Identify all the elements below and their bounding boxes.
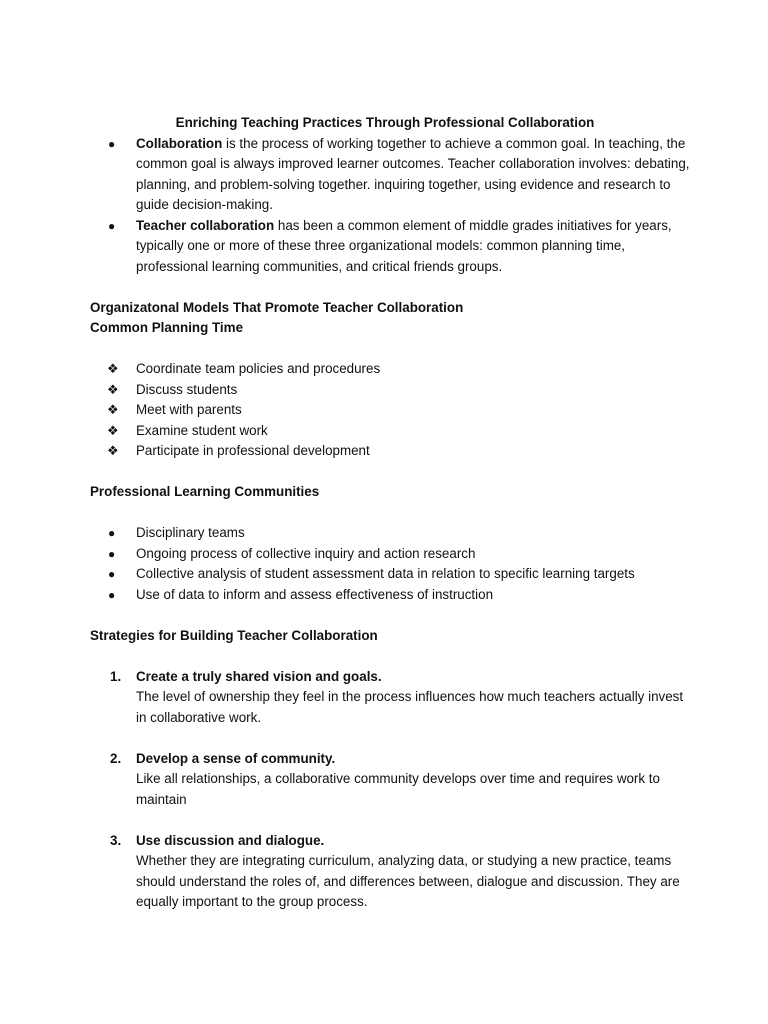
bullet-icon: ● — [108, 136, 116, 151]
list-item — [90, 359, 690, 380]
list-item-text: Discuss students — [136, 381, 238, 397]
plc-list — [90, 523, 690, 605]
plc-heading: Professional Learning Communities — [90, 484, 320, 499]
strategy-description: Like all relationships, a collaborative community develops over time and requires work to maintain — [136, 771, 660, 807]
list-item-text: Use of data to inform and assess effectiveness of instruction — [136, 586, 494, 602]
strategy-description: The level of ownership they feel in the process influences how much teachers actually invest in collaborative work. — [136, 689, 684, 725]
bullet-icon: ● — [108, 587, 116, 602]
strategy-item — [90, 667, 690, 729]
diamond-bullet-icon: ❖ — [107, 422, 119, 438]
list-item — [90, 380, 690, 401]
list-item-text: Disciplinary teams — [136, 525, 245, 540]
common-planning-time-list — [90, 359, 690, 462]
strategy-number: 2. — [110, 750, 122, 766]
document-page — [90, 113, 690, 913]
list-item — [90, 585, 690, 606]
list-item — [90, 523, 690, 544]
diamond-bullet-icon: ❖ — [107, 381, 119, 397]
strategy-title: Develop a sense of community. — [136, 750, 336, 766]
list-item-text: Meet with parents — [136, 402, 242, 417]
diamond-bullet-icon: ❖ — [107, 402, 119, 417]
diamond-bullet-icon: ❖ — [107, 443, 119, 458]
bullet-icon: ● — [108, 526, 116, 540]
strategy-title: Create a truly shared vision and goals. — [136, 668, 382, 684]
list-item-text: Ongoing process of collective inquiry and action research — [136, 545, 476, 561]
strategy-title: Use discussion and dialogue. — [136, 832, 325, 848]
intro-bullet-list — [90, 134, 690, 278]
list-item — [90, 441, 690, 462]
strategy-number: 3. — [110, 832, 122, 848]
intro-bullet-teacher-collaboration — [90, 216, 690, 278]
list-item — [90, 564, 690, 585]
strategies-list — [90, 667, 690, 913]
term-collaboration: Collaboration — [136, 135, 223, 151]
strategy-item — [90, 831, 690, 913]
list-item — [90, 400, 690, 421]
strategies-heading: Strategies for Building Teacher Collaboration — [90, 627, 378, 643]
list-item-text: Collective analysis of student assessment data in relation to specific learning targets — [136, 566, 635, 581]
bullet-icon: ● — [108, 546, 116, 561]
common-planning-time-heading: Common Planning Time — [90, 320, 244, 335]
strategy-number: 1. — [110, 668, 122, 684]
list-item-text: Examine student work — [136, 422, 268, 438]
list-item — [90, 544, 690, 565]
intro-bullet-collaboration — [90, 134, 690, 216]
strategy-item — [90, 749, 690, 811]
intro-text-teacher-collaboration: has been a common element of middle grades initiatives for years, typically one or more of these three organizational models: common planning time, professional learning communities, and critical friends groups. — [136, 217, 672, 274]
spacer — [90, 728, 690, 749]
list-item-text: Coordinate team policies and procedures — [136, 361, 381, 376]
bullet-icon: ● — [108, 567, 116, 581]
models-heading: Organizatonal Models That Promote Teacher Collaboration — [90, 299, 464, 315]
bullet-icon: ● — [108, 218, 116, 233]
document-title: Enriching Teaching Practices Through Professional Collaboration — [175, 115, 595, 130]
list-item — [90, 421, 690, 442]
diamond-bullet-icon: ❖ — [107, 361, 119, 376]
strategy-description: Whether they are integrating curriculum, analyzing data, or studying a new practice, teams should understand the roles of, and differences between, dialogue and discussion. They are equally important to the group process. — [136, 853, 680, 909]
intro-text-collaboration: is the process of working together to achieve a common goal. In teaching, the common goal is always improved learner outcomes. Teacher collaboration involves: debating, planning, and problem-solving together. inquiring together, using evidence and research to guide decision-making. — [136, 135, 690, 212]
spacer — [90, 810, 690, 831]
term-teacher-collaboration: Teacher collaboration — [136, 217, 275, 233]
list-item-text: Participate in professional development — [136, 443, 370, 458]
